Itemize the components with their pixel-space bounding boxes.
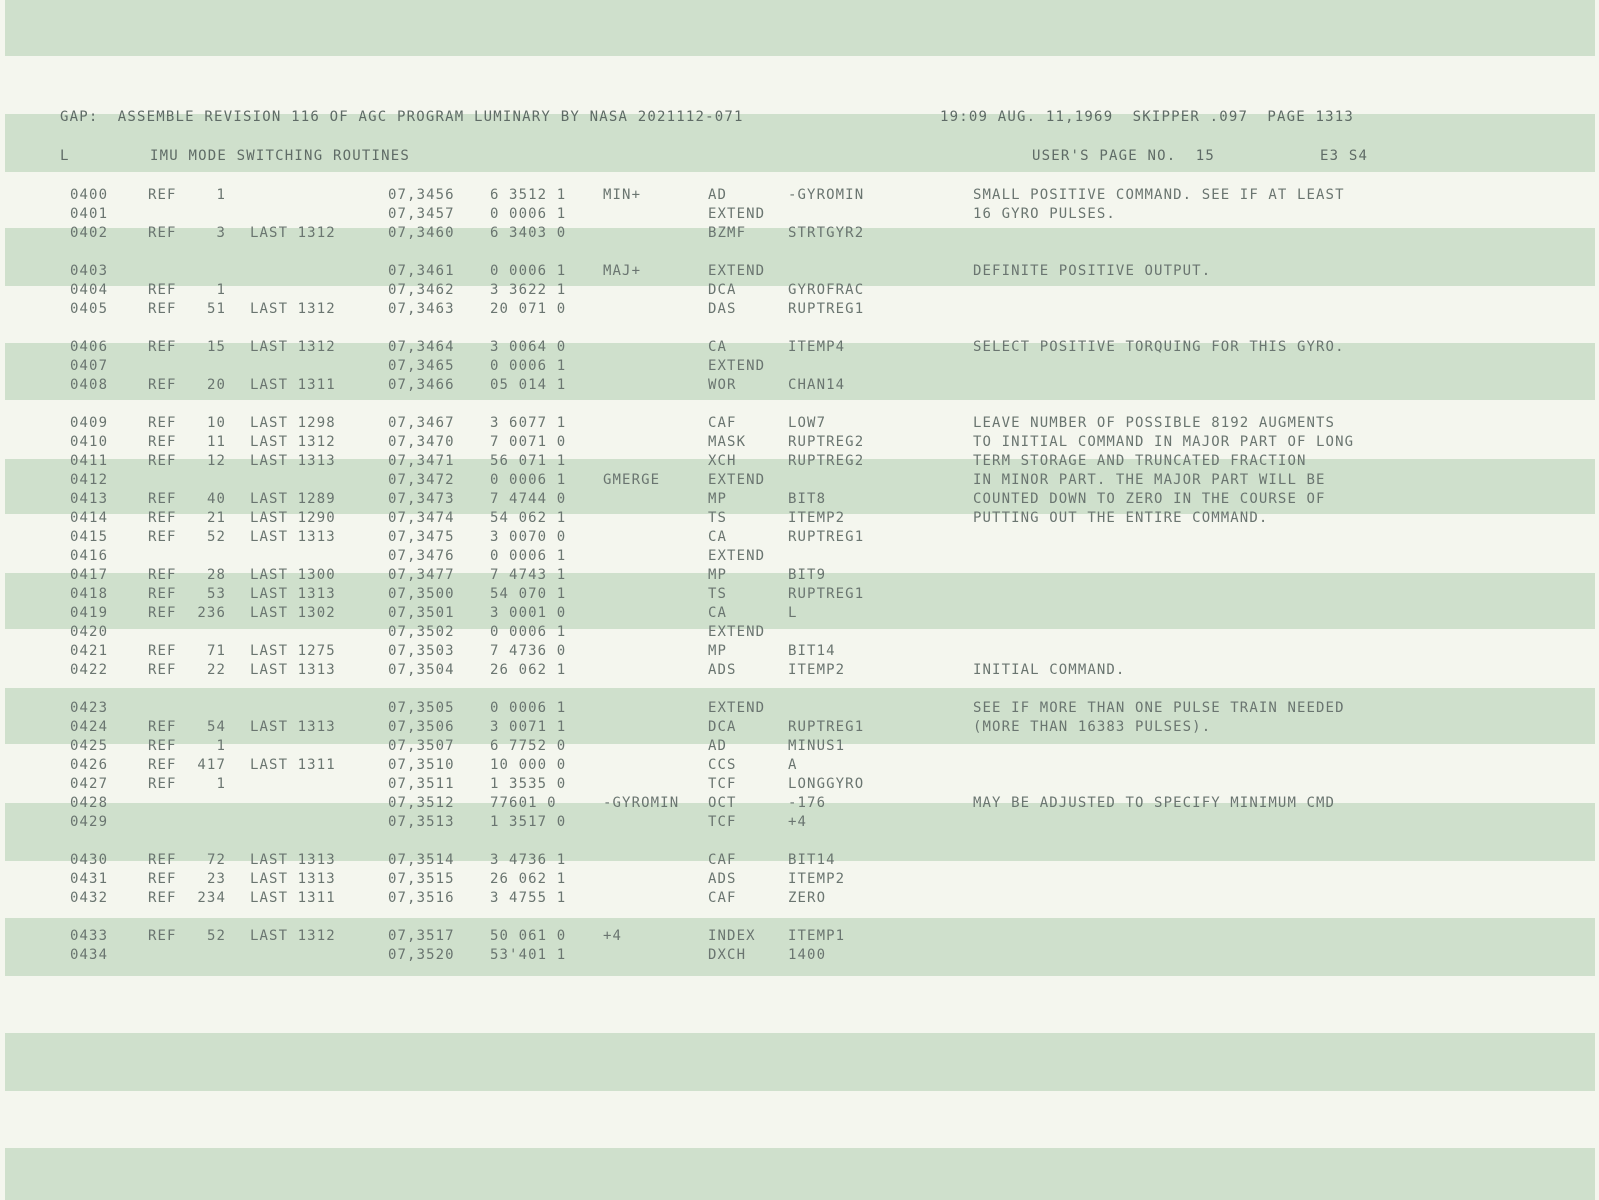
opcode: INDEX: [708, 928, 756, 944]
octal-code: 3 0070 0: [490, 529, 567, 545]
ref-label: REF: [148, 871, 177, 887]
listing-row: [0, 605, 1599, 624]
memory-address: 07,3500: [388, 586, 455, 602]
ref-count: 52: [206, 928, 226, 944]
line-number: 0410: [70, 434, 109, 450]
line-number: 0430: [70, 852, 109, 868]
opcode: MP: [708, 567, 728, 583]
operand: RUPTREG1: [788, 719, 865, 735]
line-number: 0420: [70, 624, 109, 640]
memory-address: 07,3472: [388, 472, 455, 488]
memory-address: 07,3460: [388, 225, 455, 241]
comment-text: TERM STORAGE AND TRUNCATED FRACTION: [973, 453, 1307, 469]
line-number: 0401: [70, 206, 109, 222]
last-reference: LAST 1313: [250, 852, 336, 868]
opcode: EXTEND: [708, 548, 766, 564]
ref-count: 23: [206, 871, 226, 887]
line-number: 0433: [70, 928, 109, 944]
memory-address: 07,3504: [388, 662, 455, 678]
opcode: EXTEND: [708, 472, 766, 488]
comment-text: DEFINITE POSITIVE OUTPUT.: [973, 263, 1212, 279]
last-reference: LAST 1312: [250, 339, 336, 355]
ref-label: REF: [148, 377, 177, 393]
memory-address: 07,3474: [388, 510, 455, 526]
line-number: 0414: [70, 510, 109, 526]
comment-text: MAY BE ADJUSTED TO SPECIFY MINIMUM CMD: [973, 795, 1336, 811]
line-number: 0416: [70, 548, 109, 564]
last-reference: LAST 1313: [250, 662, 336, 678]
listing-row: [0, 738, 1599, 757]
operand: ITEMP1: [788, 928, 846, 944]
ref-count: 52: [206, 529, 226, 545]
ref-count: 3: [216, 225, 226, 241]
operand: A: [788, 757, 798, 773]
ref-label: REF: [148, 567, 177, 583]
line-number: 0426: [70, 757, 109, 773]
symbol-tag: GMERGE: [603, 472, 661, 488]
opcode: DCA: [708, 282, 737, 298]
listing-row: [0, 871, 1599, 890]
line-number: 0404: [70, 282, 109, 298]
ref-count: 417: [197, 757, 226, 773]
ref-label: REF: [148, 643, 177, 659]
ref-count: 11: [206, 434, 226, 450]
ref-count: 53: [206, 586, 226, 602]
octal-code: 3 0001 0: [490, 605, 567, 621]
opcode: TCF: [708, 776, 737, 792]
ref-label: REF: [148, 339, 177, 355]
operand: 1400: [788, 947, 827, 963]
octal-code: 3 0064 0: [490, 339, 567, 355]
opcode: TS: [708, 510, 728, 526]
ref-label: REF: [148, 415, 177, 431]
line-number: 0427: [70, 776, 109, 792]
listing-row: [0, 700, 1599, 719]
comment-text: INITIAL COMMAND.: [973, 662, 1126, 678]
log-marker: L: [60, 148, 70, 164]
listing-row: [0, 491, 1599, 510]
listing-row: [0, 339, 1599, 358]
listing-row: [0, 282, 1599, 301]
memory-address: 07,3470: [388, 434, 455, 450]
octal-code: 0 0006 1: [490, 700, 567, 716]
memory-address: 07,3475: [388, 529, 455, 545]
memory-address: 07,3511: [388, 776, 455, 792]
line-number: 0417: [70, 567, 109, 583]
ref-count: 51: [206, 301, 226, 317]
memory-address: 07,3505: [388, 700, 455, 716]
listing-row: [0, 757, 1599, 776]
last-reference: LAST 1290: [250, 510, 336, 526]
ref-label: REF: [148, 890, 177, 906]
memory-address: 07,3502: [388, 624, 455, 640]
operand: CHAN14: [788, 377, 846, 393]
symbol-tag: MIN+: [603, 187, 642, 203]
opcode: TS: [708, 586, 728, 602]
opcode: CA: [708, 529, 728, 545]
octal-code: 6 7752 0: [490, 738, 567, 754]
line-number: 0415: [70, 529, 109, 545]
octal-code: 0 0006 1: [490, 358, 567, 374]
listing-row: [0, 301, 1599, 320]
comment-text: TO INITIAL COMMAND IN MAJOR PART OF LONG: [973, 434, 1355, 450]
comment-text: IN MINOR PART. THE MAJOR PART WILL BE: [973, 472, 1326, 488]
ref-count: 22: [206, 662, 226, 678]
listing-row: [0, 643, 1599, 662]
memory-address: 07,3467: [388, 415, 455, 431]
date-page-header: 19:09 AUG. 11,1969 SKIPPER .097 PAGE 1313: [940, 109, 1355, 125]
octal-code: 7 4736 0: [490, 643, 567, 659]
ref-label: REF: [148, 928, 177, 944]
ref-label: REF: [148, 187, 177, 203]
memory-address: 07,3501: [388, 605, 455, 621]
last-reference: LAST 1275: [250, 643, 336, 659]
octal-code: 10 000 0: [490, 757, 567, 773]
listing-row: [0, 928, 1599, 947]
octal-code: 0 0006 1: [490, 263, 567, 279]
opcode: MP: [708, 643, 728, 659]
last-reference: LAST 1313: [250, 719, 336, 735]
operand: RUPTREG2: [788, 453, 865, 469]
listing-row: [0, 776, 1599, 795]
line-number: 0434: [70, 947, 109, 963]
operand: GYROFRAC: [788, 282, 865, 298]
last-reference: LAST 1313: [250, 871, 336, 887]
octal-code: 56 071 1: [490, 453, 567, 469]
octal-code: 6 3403 0: [490, 225, 567, 241]
listing-row: [0, 567, 1599, 586]
opcode: WOR: [708, 377, 737, 393]
memory-address: 07,3506: [388, 719, 455, 735]
listing-row: [0, 206, 1599, 225]
opcode: EXTEND: [708, 358, 766, 374]
memory-address: 07,3512: [388, 795, 455, 811]
opcode: CAF: [708, 852, 737, 868]
ref-label: REF: [148, 757, 177, 773]
opcode: OCT: [708, 795, 737, 811]
comment-text: LEAVE NUMBER OF POSSIBLE 8192 AUGMENTS: [973, 415, 1336, 431]
operand: -176: [788, 795, 827, 811]
listing-row: [0, 586, 1599, 605]
ref-count: 71: [206, 643, 226, 659]
line-number: 0418: [70, 586, 109, 602]
symbol-tag: +4: [603, 928, 623, 944]
octal-code: 26 062 1: [490, 871, 567, 887]
ref-count: 15: [206, 339, 226, 355]
listing-row: [0, 852, 1599, 871]
ref-count: 12: [206, 453, 226, 469]
operand: BIT14: [788, 852, 836, 868]
last-reference: LAST 1311: [250, 890, 336, 906]
listing-row: [0, 624, 1599, 643]
ref-count: 54: [206, 719, 226, 735]
ref-count: 234: [197, 890, 226, 906]
operand: STRTGYR2: [788, 225, 865, 241]
listing-row: [0, 415, 1599, 434]
last-reference: LAST 1311: [250, 757, 336, 773]
octal-code: 26 062 1: [490, 662, 567, 678]
ref-count: 236: [197, 605, 226, 621]
comment-text: SELECT POSITIVE TORQUING FOR THIS GYRO.: [973, 339, 1345, 355]
ref-count: 40: [206, 491, 226, 507]
line-number: 0412: [70, 472, 109, 488]
ref-label: REF: [148, 776, 177, 792]
memory-address: 07,3462: [388, 282, 455, 298]
octal-code: 3 4736 1: [490, 852, 567, 868]
last-reference: LAST 1298: [250, 415, 336, 431]
ref-label: REF: [148, 738, 177, 754]
octal-code: 6 3512 1: [490, 187, 567, 203]
listing-row: [0, 814, 1599, 833]
operand: RUPTREG2: [788, 434, 865, 450]
octal-code: 54 070 1: [490, 586, 567, 602]
octal-code: 7 4743 1: [490, 567, 567, 583]
section-title: IMU MODE SWITCHING ROUTINES: [150, 148, 410, 164]
last-reference: LAST 1289: [250, 491, 336, 507]
octal-code: 50 061 0: [490, 928, 567, 944]
ref-label: REF: [148, 719, 177, 735]
octal-code: 54 062 1: [490, 510, 567, 526]
ref-label: REF: [148, 225, 177, 241]
last-reference: LAST 1313: [250, 529, 336, 545]
memory-address: 07,3510: [388, 757, 455, 773]
last-reference: LAST 1300: [250, 567, 336, 583]
operand: MINUS1: [788, 738, 846, 754]
listing-row: [0, 890, 1599, 909]
memory-address: 07,3503: [388, 643, 455, 659]
line-number: 0424: [70, 719, 109, 735]
line-number: 0407: [70, 358, 109, 374]
octal-code: 20 071 0: [490, 301, 567, 317]
opcode: CAF: [708, 890, 737, 906]
comment-text: SMALL POSITIVE COMMAND. SEE IF AT LEAST: [973, 187, 1345, 203]
listing-row: [0, 548, 1599, 567]
operand: RUPTREG1: [788, 586, 865, 602]
opcode: CA: [708, 605, 728, 621]
octal-code: 1 3535 0: [490, 776, 567, 792]
listing-row: [0, 947, 1599, 966]
operand: RUPTREG1: [788, 529, 865, 545]
operand: ITEMP2: [788, 871, 846, 887]
opcode: XCH: [708, 453, 737, 469]
memory-address: 07,3517: [388, 928, 455, 944]
ref-label: REF: [148, 529, 177, 545]
listing-row: [0, 377, 1599, 396]
operand: L: [788, 605, 798, 621]
line-number: 0411: [70, 453, 109, 469]
octal-code: 3 3622 1: [490, 282, 567, 298]
ref-label: REF: [148, 301, 177, 317]
line-number: 0400: [70, 187, 109, 203]
ref-count: 20: [206, 377, 226, 393]
ref-count: 28: [206, 567, 226, 583]
ref-count: 1: [216, 282, 226, 298]
users-page-number: USER'S PAGE NO. 15: [1032, 148, 1215, 164]
memory-address: 07,3513: [388, 814, 455, 830]
opcode: MASK: [708, 434, 747, 450]
last-reference: LAST 1311: [250, 377, 336, 393]
ref-label: REF: [148, 586, 177, 602]
memory-address: 07,3465: [388, 358, 455, 374]
memory-address: 07,3477: [388, 567, 455, 583]
memory-address: 07,3464: [388, 339, 455, 355]
octal-code: 7 0071 0: [490, 434, 567, 450]
last-reference: LAST 1312: [250, 301, 336, 317]
opcode: EXTEND: [708, 624, 766, 640]
opcode: TCF: [708, 814, 737, 830]
listing-row: [0, 358, 1599, 377]
operand: RUPTREG1: [788, 301, 865, 317]
last-reference: LAST 1312: [250, 225, 336, 241]
comment-text: COUNTED DOWN TO ZERO IN THE COURSE OF: [973, 491, 1326, 507]
opcode: AD: [708, 738, 728, 754]
memory-address: 07,3471: [388, 453, 455, 469]
line-number: 0425: [70, 738, 109, 754]
listing-row: [0, 719, 1599, 738]
memory-address: 07,3476: [388, 548, 455, 564]
operand: ITEMP2: [788, 662, 846, 678]
octal-code: 3 4755 1: [490, 890, 567, 906]
octal-code: 0 0006 1: [490, 548, 567, 564]
opcode: CCS: [708, 757, 737, 773]
ref-count: 1: [216, 187, 226, 203]
opcode: AD: [708, 187, 728, 203]
operand: ITEMP4: [788, 339, 846, 355]
operand: BIT9: [788, 567, 827, 583]
listing-row: [0, 529, 1599, 548]
page-code: E3 S4: [1320, 148, 1369, 164]
octal-code: 7 4744 0: [490, 491, 567, 507]
listing-row: [0, 453, 1599, 472]
listing-row: [0, 662, 1599, 681]
line-number: 0402: [70, 225, 109, 241]
last-reference: LAST 1302: [250, 605, 336, 621]
opcode: BZMF: [708, 225, 747, 241]
ref-label: REF: [148, 282, 177, 298]
opcode: CA: [708, 339, 728, 355]
operand: -GYROMIN: [788, 187, 865, 203]
line-number: 0428: [70, 795, 109, 811]
line-number: 0406: [70, 339, 109, 355]
listing-row: [0, 510, 1599, 529]
listing-row: [0, 225, 1599, 244]
memory-address: 07,3507: [388, 738, 455, 754]
operand: LONGGYRO: [788, 776, 865, 792]
ref-count: 1: [216, 738, 226, 754]
ref-label: REF: [148, 510, 177, 526]
assembly-header: GAP: ASSEMBLE REVISION 116 OF AGC PROGRAM LUMINARY BY NASA 2021112-071: [60, 109, 744, 125]
operand: BIT14: [788, 643, 836, 659]
operand: ITEMP2: [788, 510, 846, 526]
octal-code: 0 0006 1: [490, 206, 567, 222]
listing-row: [0, 263, 1599, 282]
line-number: 0408: [70, 377, 109, 393]
memory-address: 07,3516: [388, 890, 455, 906]
line-number: 0419: [70, 605, 109, 621]
line-number: 0429: [70, 814, 109, 830]
octal-code: 53'401 1: [490, 947, 567, 963]
opcode: EXTEND: [708, 263, 766, 279]
listing-row: [0, 472, 1599, 491]
opcode: MP: [708, 491, 728, 507]
line-number: 0422: [70, 662, 109, 678]
memory-address: 07,3520: [388, 947, 455, 963]
memory-address: 07,3515: [388, 871, 455, 887]
last-reference: LAST 1312: [250, 434, 336, 450]
memory-address: 07,3457: [388, 206, 455, 222]
ref-count: 21: [206, 510, 226, 526]
operand: +4: [788, 814, 808, 830]
memory-address: 07,3456: [388, 187, 455, 203]
octal-code: 77601 0: [490, 795, 557, 811]
ref-count: 72: [206, 852, 226, 868]
ref-label: REF: [148, 491, 177, 507]
ref-label: REF: [148, 434, 177, 450]
comment-text: PUTTING OUT THE ENTIRE COMMAND.: [973, 510, 1269, 526]
comment-text: (MORE THAN 16383 PULSES).: [973, 719, 1212, 735]
comment-text: 16 GYRO PULSES.: [973, 206, 1116, 222]
opcode: EXTEND: [708, 206, 766, 222]
line-number: 0413: [70, 491, 109, 507]
symbol-tag: -GYROMIN: [603, 795, 680, 811]
line-number: 0409: [70, 415, 109, 431]
ref-label: REF: [148, 605, 177, 621]
octal-code: 0 0006 1: [490, 624, 567, 640]
opcode: EXTEND: [708, 700, 766, 716]
memory-address: 07,3514: [388, 852, 455, 868]
ref-label: REF: [148, 453, 177, 469]
memory-address: 07,3473: [388, 491, 455, 507]
operand: LOW7: [788, 415, 827, 431]
octal-code: 1 3517 0: [490, 814, 567, 830]
listing-row: [0, 795, 1599, 814]
line-number: 0431: [70, 871, 109, 887]
comment-text: SEE IF MORE THAN ONE PULSE TRAIN NEEDED: [973, 700, 1345, 716]
octal-code: 3 0071 1: [490, 719, 567, 735]
operand: ZERO: [788, 890, 827, 906]
memory-address: 07,3461: [388, 263, 455, 279]
operand: BIT8: [788, 491, 827, 507]
opcode: DAS: [708, 301, 737, 317]
octal-code: 05 014 1: [490, 377, 567, 393]
opcode: DXCH: [708, 947, 747, 963]
ref-count: 1: [216, 776, 226, 792]
last-reference: LAST 1313: [250, 453, 336, 469]
line-number: 0405: [70, 301, 109, 317]
opcode: ADS: [708, 871, 737, 887]
ref-label: REF: [148, 662, 177, 678]
opcode: DCA: [708, 719, 737, 735]
opcode: ADS: [708, 662, 737, 678]
line-number: 0423: [70, 700, 109, 716]
symbol-tag: MAJ+: [603, 263, 642, 279]
last-reference: LAST 1313: [250, 586, 336, 602]
memory-address: 07,3463: [388, 301, 455, 317]
ref-label: REF: [148, 852, 177, 868]
ref-count: 10: [206, 415, 226, 431]
line-number: 0421: [70, 643, 109, 659]
listing-row: [0, 434, 1599, 453]
line-number: 0403: [70, 263, 109, 279]
listing-row: [0, 187, 1599, 206]
opcode: CAF: [708, 415, 737, 431]
last-reference: LAST 1312: [250, 928, 336, 944]
octal-code: 0 0006 1: [490, 472, 567, 488]
octal-code: 3 6077 1: [490, 415, 567, 431]
line-number: 0432: [70, 890, 109, 906]
memory-address: 07,3466: [388, 377, 455, 393]
